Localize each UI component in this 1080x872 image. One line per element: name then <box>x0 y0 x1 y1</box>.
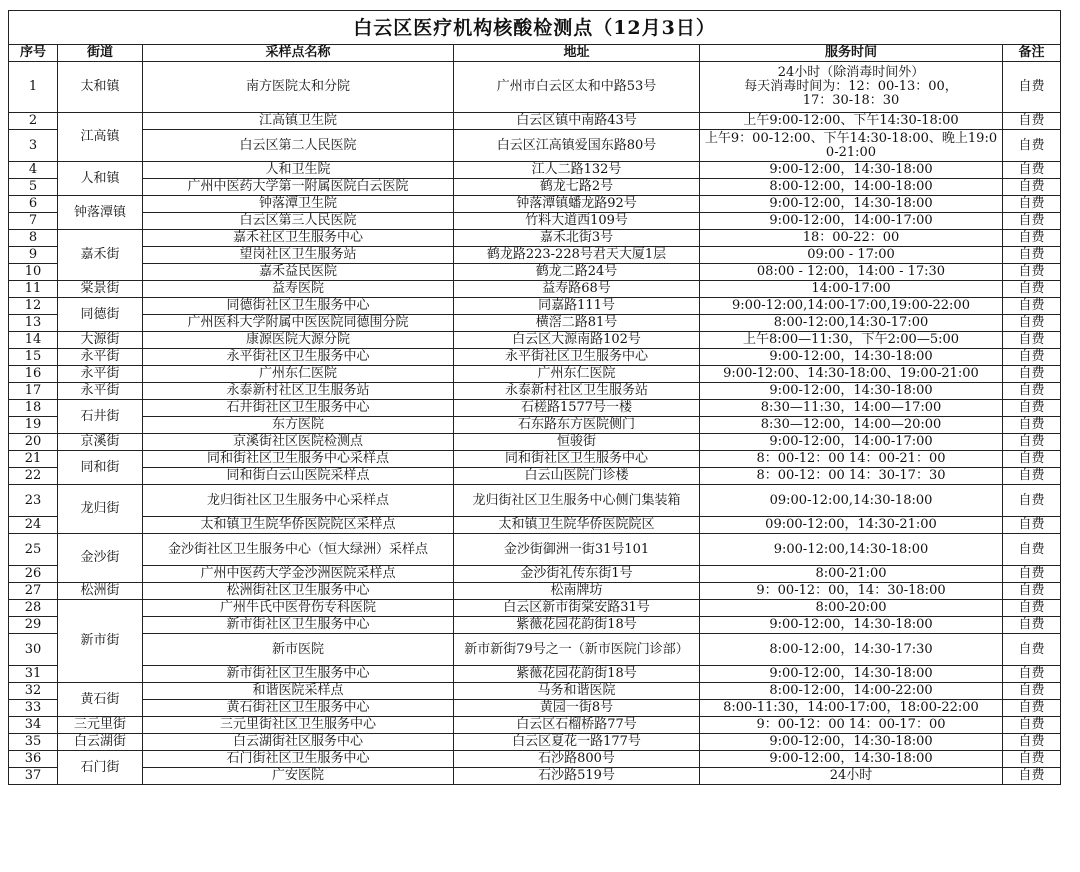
site-name-cell: 三元里街社区卫生服务中心 <box>143 717 454 734</box>
address-cell: 紫薇花园花韵街18号 <box>454 617 700 634</box>
service-time-cell: 9:00-12:00,14:30-18:00 <box>700 534 1003 566</box>
note-cell: 自费 <box>1003 700 1061 717</box>
note-cell: 自费 <box>1003 196 1061 213</box>
row-number: 30 <box>9 634 58 666</box>
service-time-cell: 9:00-12:00,14:00-17:00,19:00-22:00 <box>700 298 1003 315</box>
address-cell: 石槎路1577号一楼 <box>454 400 700 417</box>
note-cell: 自费 <box>1003 62 1061 113</box>
header-address: 地址 <box>454 45 700 62</box>
street-cell: 钟落潭镇 <box>58 196 143 230</box>
address-cell: 石沙路800号 <box>454 751 700 768</box>
address-cell: 永泰新村社区卫生服务站 <box>454 383 700 400</box>
note-cell: 自费 <box>1003 366 1061 383</box>
site-name-cell: 龙归街社区卫生服务中心采样点 <box>143 485 454 517</box>
row-number: 4 <box>9 162 58 179</box>
service-time-cell: 8:30—11:30，14:00—17:00 <box>700 400 1003 417</box>
table-row <box>9 617 1061 634</box>
site-name-cell: 永泰新村社区卫生服务站 <box>143 383 454 400</box>
site-name-cell: 金沙街社区卫生服务中心（恒大绿洲）采样点 <box>143 534 454 566</box>
address-cell: 益寿路68号 <box>454 281 700 298</box>
address-cell: 白云区新市街棠安路31号 <box>454 600 700 617</box>
table-row <box>9 62 1061 113</box>
note-cell: 自费 <box>1003 332 1061 349</box>
street-cell: 金沙街 <box>58 534 143 583</box>
street-cell: 永平街 <box>58 383 143 400</box>
row-number: 13 <box>9 315 58 332</box>
row-number: 24 <box>9 517 58 534</box>
note-cell: 自费 <box>1003 281 1061 298</box>
note-cell: 自费 <box>1003 213 1061 230</box>
service-time-cell: 9:00-12:00，14:30-18:00 <box>700 349 1003 366</box>
street-cell: 京溪街 <box>58 434 143 451</box>
street-cell: 太和镇 <box>58 62 143 113</box>
note-cell: 自费 <box>1003 113 1061 130</box>
service-time-cell: 24小时 <box>700 768 1003 785</box>
street-cell: 三元里街 <box>58 717 143 734</box>
row-number: 27 <box>9 583 58 600</box>
site-name-cell: 石门街社区卫生服务中心 <box>143 751 454 768</box>
address-cell: 白云区大源南路102号 <box>454 332 700 349</box>
note-cell: 自费 <box>1003 383 1061 400</box>
row-number: 29 <box>9 617 58 634</box>
site-name-cell: 新市医院 <box>143 634 454 666</box>
note-cell: 自费 <box>1003 315 1061 332</box>
address-cell: 江人二路132号 <box>454 162 700 179</box>
site-name-cell: 嘉禾益民医院 <box>143 264 454 281</box>
testing-sites-table <box>8 10 1061 785</box>
row-number: 36 <box>9 751 58 768</box>
table-row <box>9 734 1061 751</box>
service-time-cell: 8:00-12:00，14:00-22:00 <box>700 683 1003 700</box>
service-time-cell: 9:00-12:00，14:30-18:00 <box>700 734 1003 751</box>
service-time-cell: 9:00-12:00，14:00-17:00 <box>700 434 1003 451</box>
note-cell: 自费 <box>1003 434 1061 451</box>
note-cell: 自费 <box>1003 162 1061 179</box>
address-cell: 鹤龙七路2号 <box>454 179 700 196</box>
site-name-cell: 松洲街社区卫生服务中心 <box>143 583 454 600</box>
site-name-cell: 东方医院 <box>143 417 454 434</box>
service-time-cell: 14:00-17:00 <box>700 281 1003 298</box>
street-cell: 石井街 <box>58 400 143 434</box>
site-name-cell: 广州牛氏中医骨伤专科医院 <box>143 600 454 617</box>
site-name-cell: 白云区第二人民医院 <box>143 130 454 162</box>
service-time-cell: 9:00-12:00、14:30-18:00、19:00-21:00 <box>700 366 1003 383</box>
note-cell: 自费 <box>1003 566 1061 583</box>
site-name-cell: 新市街社区卫生服务中心 <box>143 617 454 634</box>
service-time-cell: 09:00-12:00，14:30-21:00 <box>700 517 1003 534</box>
row-number: 31 <box>9 666 58 683</box>
row-number: 8 <box>9 230 58 247</box>
note-cell: 自费 <box>1003 683 1061 700</box>
site-name-cell: 黄石街社区卫生服务中心 <box>143 700 454 717</box>
street-cell: 大源街 <box>58 332 143 349</box>
site-name-cell: 嘉禾社区卫生服务中心 <box>143 230 454 247</box>
sheet-title: 白云区医疗机构核酸检测点（12月3日） <box>9 11 1061 45</box>
note-cell: 自费 <box>1003 485 1061 517</box>
site-name-cell: 石井街社区卫生服务中心 <box>143 400 454 417</box>
row-number: 9 <box>9 247 58 264</box>
site-name-cell: 同和街白云山医院采样点 <box>143 468 454 485</box>
table-row <box>9 366 1061 383</box>
row-number: 20 <box>9 434 58 451</box>
note-cell: 自费 <box>1003 717 1061 734</box>
row-number: 1 <box>9 62 58 113</box>
site-name-cell: 江高镇卫生院 <box>143 113 454 130</box>
service-time-cell: 24小时（除消毒时间外） 每天消毒时间为：12：00-13：00， 17：30-18：30 <box>700 62 1003 113</box>
table-row <box>9 583 1061 600</box>
site-name-cell: 广州东仁医院 <box>143 366 454 383</box>
site-name-cell: 新市街社区卫生服务中心 <box>143 666 454 683</box>
street-cell: 人和镇 <box>58 162 143 196</box>
row-number: 17 <box>9 383 58 400</box>
table-row <box>9 315 1061 332</box>
table-row <box>9 113 1061 130</box>
table-row <box>9 683 1061 700</box>
site-name-cell: 同德街社区卫生服务中心 <box>143 298 454 315</box>
address-cell: 松南牌坊 <box>454 583 700 600</box>
address-cell: 金沙街御洲一街31号101 <box>454 534 700 566</box>
row-number: 11 <box>9 281 58 298</box>
row-number: 23 <box>9 485 58 517</box>
note-cell: 自费 <box>1003 230 1061 247</box>
table-row <box>9 213 1061 230</box>
address-cell: 白云山医院门诊楼 <box>454 468 700 485</box>
service-time-cell: 9:00-12:00，14:30-18:00 <box>700 196 1003 213</box>
table-row <box>9 468 1061 485</box>
row-number: 12 <box>9 298 58 315</box>
note-cell: 自费 <box>1003 264 1061 281</box>
header-row <box>9 45 1061 62</box>
row-number: 28 <box>9 600 58 617</box>
site-name-cell: 康源医院大源分院 <box>143 332 454 349</box>
site-name-cell: 望岗社区卫生服务站 <box>143 247 454 264</box>
address-cell: 太和镇卫生院华侨医院院区 <box>454 517 700 534</box>
row-number: 2 <box>9 113 58 130</box>
note-cell: 自费 <box>1003 349 1061 366</box>
table-row <box>9 768 1061 785</box>
note-cell: 自费 <box>1003 400 1061 417</box>
row-number: 3 <box>9 130 58 162</box>
site-name-cell: 白云区第三人民医院 <box>143 213 454 230</box>
address-cell: 白云区石榴桥路77号 <box>454 717 700 734</box>
table-row <box>9 281 1061 298</box>
street-cell: 江高镇 <box>58 113 143 162</box>
table-row <box>9 434 1061 451</box>
table-row <box>9 400 1061 417</box>
address-cell: 横滘二路81号 <box>454 315 700 332</box>
address-cell: 鹤龙路223-228号君天大厦1层 <box>454 247 700 264</box>
header-street: 街道 <box>58 45 143 62</box>
service-time-cell: 9:00-12:00，14:00-17:00 <box>700 213 1003 230</box>
header-note: 备注 <box>1003 45 1061 62</box>
address-cell: 黄园一街8号 <box>454 700 700 717</box>
table-row <box>9 130 1061 162</box>
site-name-cell: 太和镇卫生院华侨医院院区采样点 <box>143 517 454 534</box>
note-cell: 自费 <box>1003 751 1061 768</box>
note-cell: 自费 <box>1003 734 1061 751</box>
street-cell: 白云湖街 <box>58 734 143 751</box>
address-cell: 同和街社区卫生服务中心 <box>454 451 700 468</box>
note-cell: 自费 <box>1003 617 1061 634</box>
header-site-name: 采样点名称 <box>143 45 454 62</box>
site-name-cell: 广州中医药大学第一附属医院白云医院 <box>143 179 454 196</box>
address-cell: 石东路东方医院侧门 <box>454 417 700 434</box>
table-row <box>9 634 1061 666</box>
address-cell: 白云区夏花一路177号 <box>454 734 700 751</box>
row-number: 35 <box>9 734 58 751</box>
address-cell: 马务和谐医院 <box>454 683 700 700</box>
table-row <box>9 332 1061 349</box>
service-time-cell: 08:00 - 12:00，14:00 - 17:30 <box>700 264 1003 281</box>
service-time-cell: 8:00-12:00，14:00-18:00 <box>700 179 1003 196</box>
table-row <box>9 600 1061 617</box>
address-cell: 同嘉路111号 <box>454 298 700 315</box>
address-cell: 白云区江高镇爱国东路80号 <box>454 130 700 162</box>
note-cell: 自费 <box>1003 583 1061 600</box>
site-name-cell: 和谐医院采样点 <box>143 683 454 700</box>
site-name-cell: 广安医院 <box>143 768 454 785</box>
table-row <box>9 162 1061 179</box>
address-cell: 白云区镇中南路43号 <box>454 113 700 130</box>
table-row <box>9 417 1061 434</box>
table-row <box>9 196 1061 213</box>
address-cell: 广州东仁医院 <box>454 366 700 383</box>
service-time-cell: 上午8:00—11:30，下午2:00—5:00 <box>700 332 1003 349</box>
note-cell: 自费 <box>1003 666 1061 683</box>
table-row <box>9 534 1061 566</box>
row-number: 37 <box>9 768 58 785</box>
note-cell: 自费 <box>1003 517 1061 534</box>
service-time-cell: 8:00-12:00,14:30-17:00 <box>700 315 1003 332</box>
row-number: 25 <box>9 534 58 566</box>
street-cell: 同德街 <box>58 298 143 332</box>
table-row <box>9 700 1061 717</box>
site-name-cell: 同和街社区卫生服务中心采样点 <box>143 451 454 468</box>
row-number: 32 <box>9 683 58 700</box>
service-time-cell: 09:00-12:00,14:30-18:00 <box>700 485 1003 517</box>
row-number: 16 <box>9 366 58 383</box>
row-number: 19 <box>9 417 58 434</box>
table-row <box>9 179 1061 196</box>
street-cell: 同和街 <box>58 451 143 485</box>
street-cell: 龙归街 <box>58 485 143 534</box>
row-number: 34 <box>9 717 58 734</box>
address-cell: 鹤龙二路24号 <box>454 264 700 281</box>
service-time-cell: 9:00-12:00，14:30-18:00 <box>700 666 1003 683</box>
site-name-cell: 京溪街社区医院检测点 <box>143 434 454 451</box>
note-cell: 自费 <box>1003 600 1061 617</box>
address-cell: 紫薇花园花韵街18号 <box>454 666 700 683</box>
table-row <box>9 230 1061 247</box>
table-row <box>9 349 1061 366</box>
note-cell: 自费 <box>1003 634 1061 666</box>
site-name-cell: 广州医科大学附属中医医院同德围分院 <box>143 315 454 332</box>
title-row <box>9 11 1061 45</box>
address-cell: 石沙路519号 <box>454 768 700 785</box>
note-cell: 自费 <box>1003 534 1061 566</box>
address-cell: 永平街社区卫生服务中心 <box>454 349 700 366</box>
service-time-cell: 18：00-22：00 <box>700 230 1003 247</box>
service-time-cell: 8：00-12：00 14：30-17：30 <box>700 468 1003 485</box>
service-time-cell: 9:00-12:00，14:30-18:00 <box>700 617 1003 634</box>
note-cell: 自费 <box>1003 130 1061 162</box>
service-time-cell: 09:00 - 17:00 <box>700 247 1003 264</box>
sheet-container <box>8 10 1060 785</box>
street-cell: 嘉禾街 <box>58 230 143 281</box>
address-cell: 金沙街礼传东街1号 <box>454 566 700 583</box>
note-cell: 自费 <box>1003 768 1061 785</box>
site-name-cell: 永平街社区卫生服务中心 <box>143 349 454 366</box>
service-time-cell: 上午9：00-12:00、下午14:30-18:00、晚上19:00-21:00 <box>700 130 1003 162</box>
row-number: 14 <box>9 332 58 349</box>
address-cell: 恒骏街 <box>454 434 700 451</box>
header-no: 序号 <box>9 45 58 62</box>
note-cell: 自费 <box>1003 468 1061 485</box>
address-cell: 新市新街79号之一（新市医院门诊部） <box>454 634 700 666</box>
table-row <box>9 264 1061 281</box>
table-row <box>9 566 1061 583</box>
service-time-cell: 9：00-12：00 14：00-17：00 <box>700 717 1003 734</box>
row-number: 6 <box>9 196 58 213</box>
address-cell: 嘉禾北街3号 <box>454 230 700 247</box>
note-cell: 自费 <box>1003 451 1061 468</box>
row-number: 7 <box>9 213 58 230</box>
street-cell: 松洲街 <box>58 583 143 600</box>
table-row <box>9 517 1061 534</box>
service-time-cell: 9：00-12：00，14：30-18:00 <box>700 583 1003 600</box>
row-number: 15 <box>9 349 58 366</box>
service-time-cell: 8:00-12:00，14:30-17:30 <box>700 634 1003 666</box>
note-cell: 自费 <box>1003 247 1061 264</box>
street-cell: 永平街 <box>58 366 143 383</box>
site-name-cell: 益寿医院 <box>143 281 454 298</box>
street-cell: 新市街 <box>58 600 143 683</box>
row-number: 18 <box>9 400 58 417</box>
header-service-time: 服务时间 <box>700 45 1003 62</box>
table-row <box>9 383 1061 400</box>
table-row <box>9 751 1061 768</box>
note-cell: 自费 <box>1003 298 1061 315</box>
note-cell: 自费 <box>1003 417 1061 434</box>
site-name-cell: 白云湖街社区服务中心 <box>143 734 454 751</box>
table-row <box>9 247 1061 264</box>
row-number: 5 <box>9 179 58 196</box>
service-time-cell: 8：00-12：00 14：00-21：00 <box>700 451 1003 468</box>
site-name-cell: 钟落潭卫生院 <box>143 196 454 213</box>
table-row <box>9 666 1061 683</box>
service-time-cell: 9:00-12:00，14:30-18:00 <box>700 751 1003 768</box>
address-cell: 广州市白云区太和中路53号 <box>454 62 700 113</box>
row-number: 22 <box>9 468 58 485</box>
address-cell: 龙归街社区卫生服务中心侧门集装箱 <box>454 485 700 517</box>
address-cell: 竹料大道西109号 <box>454 213 700 230</box>
street-cell: 黄石街 <box>58 683 143 717</box>
service-time-cell: 8:00-11:30，14:00-17:00，18:00-22:00 <box>700 700 1003 717</box>
table-row <box>9 485 1061 517</box>
street-cell: 永平街 <box>58 349 143 366</box>
table-row <box>9 717 1061 734</box>
site-name-cell: 南方医院太和分院 <box>143 62 454 113</box>
service-time-cell: 上午9:00-12:00、下午14:30-18:00 <box>700 113 1003 130</box>
site-name-cell: 人和卫生院 <box>143 162 454 179</box>
street-cell: 石门街 <box>58 751 143 785</box>
site-name-cell: 广州中医药大学金沙洲医院采样点 <box>143 566 454 583</box>
note-cell: 自费 <box>1003 179 1061 196</box>
service-time-cell: 9:00-12:00，14:30-18:00 <box>700 162 1003 179</box>
table-row <box>9 298 1061 315</box>
service-time-cell: 8:00-21:00 <box>700 566 1003 583</box>
row-number: 21 <box>9 451 58 468</box>
row-number: 33 <box>9 700 58 717</box>
table-row <box>9 451 1061 468</box>
service-time-cell: 9:00-12:00，14:30-18:00 <box>700 383 1003 400</box>
address-cell: 钟落潭镇蟠龙路92号 <box>454 196 700 213</box>
row-number: 10 <box>9 264 58 281</box>
service-time-cell: 8:00-20:00 <box>700 600 1003 617</box>
street-cell: 棠景街 <box>58 281 143 298</box>
service-time-cell: 8:30—12:00，14:00—20:00 <box>700 417 1003 434</box>
row-number: 26 <box>9 566 58 583</box>
